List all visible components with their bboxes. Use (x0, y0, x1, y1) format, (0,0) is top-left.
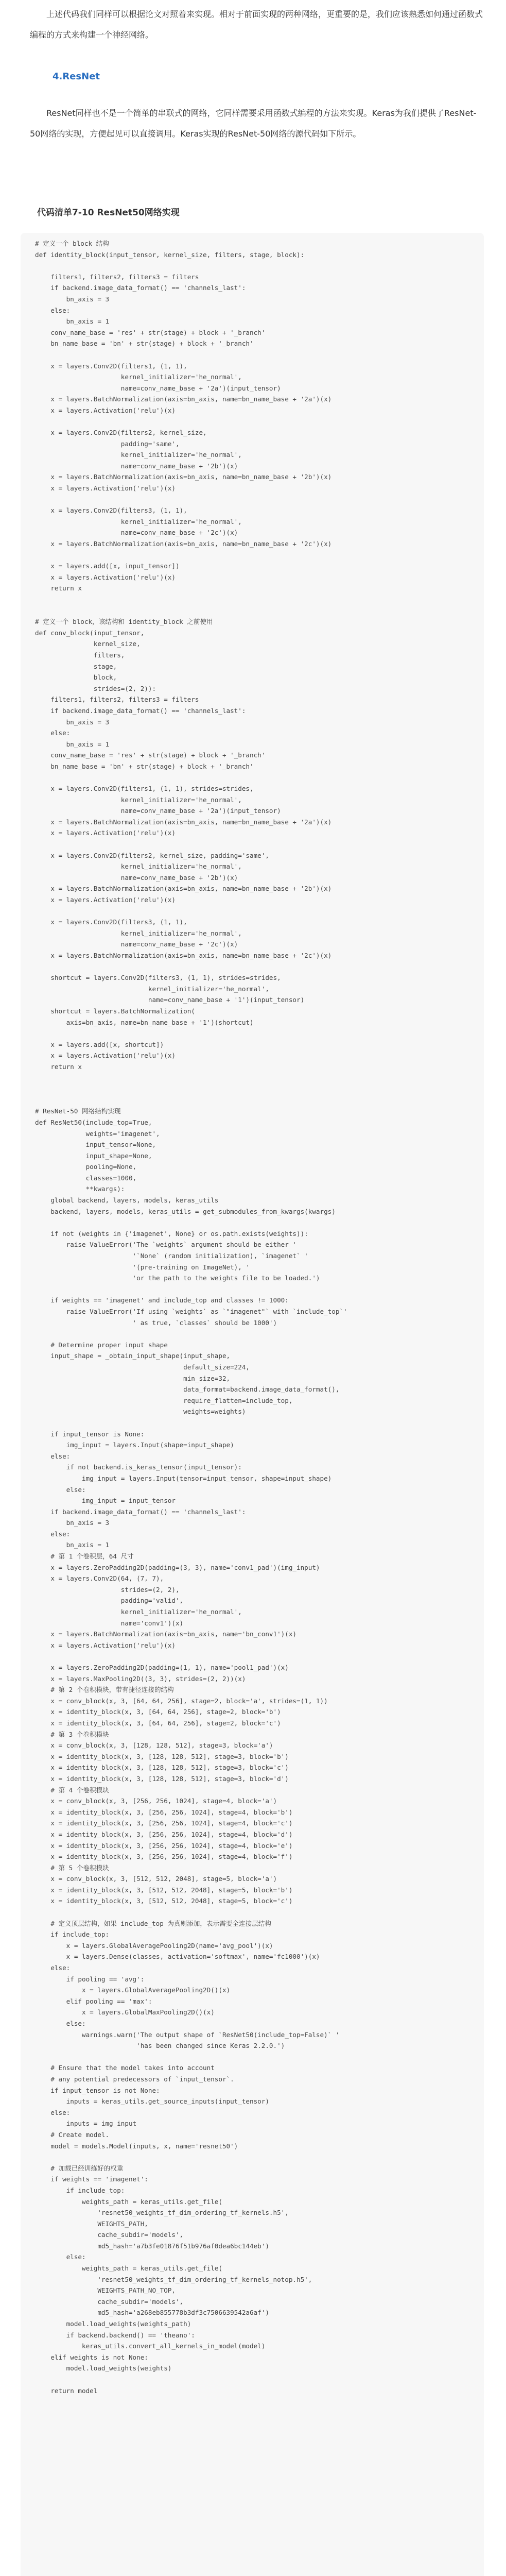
code-line: x = layers.Activation('relu')(x) (35, 484, 176, 493)
code-line: if weights == 'imagenet': (35, 2175, 148, 2183)
code-line: **kwargs): (35, 1185, 125, 1193)
code-line: data_format=backend.image_data_format(), (35, 1385, 340, 1394)
code-line: name=conv_name_base + '2a')(input_tensor) (35, 384, 281, 392)
code-line: # 加载已经训练好的权重 (35, 2164, 124, 2172)
code-line: def ResNet50(include_top=True, (35, 1118, 152, 1126)
code-line: # any potential predecessors of `input_tensor`. (35, 2075, 234, 2083)
code-line: def identity_block(input_tensor, kernel_size, filters, stage, block): (35, 250, 305, 259)
code-line: # 定义一个 block，该结构和 identity_block 之前使用 (35, 618, 213, 626)
code-line: x = layers.GlobalAveragePooling2D(name='avg_pool')(x) (35, 1941, 273, 1950)
code-line: x = layers.BatchNormalization(axis=bn_axis, name=bn_name_base + '2c')(x) (35, 540, 332, 548)
code-line: x = layers.Activation('relu')(x) (35, 573, 176, 581)
code-line: x = identity_block(x, 3, [512, 512, 2048], stage=5, block='c') (35, 1897, 293, 1905)
code-line: # 第 1 个卷积层，64 尺寸 (35, 1552, 134, 1561)
code-line: warnings.warn('The output shape of `ResNet50(include_top=False)` ' (35, 2030, 340, 2039)
code-line: x = conv_block(x, 3, [256, 256, 1024], stage=4, block='a') (35, 1797, 277, 1805)
code-line: cache_subdir='models', (35, 2297, 184, 2306)
code-line: bn_axis = 1 (35, 1541, 110, 1549)
code-line: x = layers.Activation('relu')(x) (35, 406, 176, 414)
code-line (35, 594, 484, 605)
code-line: kernel_initializer='he_normal', (35, 517, 242, 526)
code-line: kernel_initializer='he_normal', (35, 451, 242, 459)
code-line: kernel_initializer='he_normal', (35, 1608, 242, 1616)
code-line: kernel_initializer='he_normal', (35, 795, 242, 804)
code-line: # 第 2 个卷积模块，带有捷径连接的结构 (35, 1686, 174, 1694)
code-line: return model (35, 2386, 98, 2395)
code-line: x = layers.GlobalAveragePooling2D()(x) (35, 1986, 231, 1994)
code-line: x = conv_block(x, 3, [64, 64, 256], stage=2, block='a', strides=(1, 1)) (35, 1697, 328, 1705)
code-line: elif weights is not None: (35, 2353, 148, 2361)
code-line: WEIGHTS_PATH, (35, 2219, 148, 2228)
code-line: else: (35, 2020, 86, 2027)
code-line: name=conv_name_base + '2c')(x) (35, 940, 238, 948)
code-line (35, 839, 484, 850)
code-line: else: (35, 1485, 86, 1494)
code-line: weights=weights) (35, 1408, 246, 1416)
code-line: x = identity_block(x, 3, [256, 256, 1024], stage=4, block='d') (35, 1830, 293, 1838)
code-line (35, 416, 484, 428)
code-line: x = identity_block(x, 3, [512, 512, 2048], stage=5, block='b') (35, 1886, 293, 1894)
code-line: x = identity_block(x, 3, [256, 256, 1024], stage=4, block='e') (35, 1841, 293, 1850)
code-line: x = identity_block(x, 3, [256, 256, 1024], stage=4, block='f') (35, 1853, 293, 1861)
code-line (35, 1028, 484, 1039)
code-line: global backend, layers, models, keras_utils (35, 1196, 219, 1205)
code-line (35, 605, 484, 617)
code-line: # ResNet-50 网络结构实现 (35, 1107, 121, 1115)
code-line: x = identity_block(x, 3, [64, 64, 256], stage=2, block='c') (35, 1719, 281, 1727)
code-line: x = layers.BatchNormalization(axis=bn_axis, name=bn_name_base + '2c')(x) (35, 952, 332, 959)
code-line: x = identity_block(x, 3, [128, 128, 512], stage=3, block='c') (35, 1764, 289, 1772)
code-line (35, 550, 484, 561)
section-paragraph: ResNet同样也不是一个简单的串联式的网络，它同样需要采用函数式编程的方法来实现。Keras为我们提供了ResNet-50网络的实现，方便起见可以直接调用。Keras实现的ResNet-50网络的源代码如下所示。 (30, 108, 477, 139)
code-line: # 第 3 个卷积模块 (35, 1730, 109, 1738)
code-line: bn_axis = 3 (35, 718, 110, 726)
code-line: '`None` (random initialization), `imagenet` ' (35, 1252, 308, 1260)
code-line: x = layers.BatchNormalization(axis=bn_axis, name='bn_conv1')(x) (35, 1630, 296, 1638)
code-line: x = layers.Conv2D(filters2, kernel_size, (35, 429, 207, 437)
code-line: md5_hash='a268eb855778b3df3c7506639542a6af') (35, 2309, 269, 2317)
code-line: x = layers.MaxPooling2D((3, 3), strides=(2, 2))(x) (35, 1674, 246, 1683)
code-line: bn_axis = 3 (35, 1519, 110, 1527)
code-line: kernel_initializer='he_normal', (35, 373, 242, 381)
code-line: bn_axis = 1 (35, 740, 110, 748)
code-line: else: (35, 1964, 71, 1972)
code-line (35, 906, 484, 917)
code-line: # 第 5 个卷积模块 (35, 1863, 109, 1872)
intro-text (30, 4, 483, 45)
code-line: name=conv_name_base + '2c')(x) (35, 529, 238, 537)
code-line: if backend.image_data_format() == 'channels_last': (35, 706, 246, 715)
code-line (35, 1417, 484, 1429)
code-line: if pooling == 'avg': (35, 1975, 145, 1983)
code-line: default_size=224, (35, 1363, 250, 1371)
code-line: if backend.image_data_format() == 'channels_last': (35, 284, 246, 292)
code-line: else: (35, 2108, 71, 2116)
code-line (35, 349, 484, 361)
code-line: shortcut = layers.Conv2D(filters3, (1, 1), strides=strides, (35, 974, 281, 982)
code-line (35, 2374, 484, 2385)
code-line: padding='same', (35, 439, 180, 448)
code-line: 'resnet50_weights_tf_dim_ordering_tf_kernels_notop.h5', (35, 2275, 312, 2283)
code-line: input_shape=None, (35, 1151, 152, 1160)
code-line: x = identity_block(x, 3, [128, 128, 512], stage=3, block='d') (35, 1774, 289, 1783)
code-line: x = layers.Conv2D(64, (7, 7), (35, 1574, 164, 1583)
code-line: stage, (35, 662, 117, 670)
code-line: padding='valid', (35, 1597, 184, 1605)
code-line: kernel_initializer='he_normal', (35, 985, 269, 993)
code-line: else: (35, 306, 71, 314)
code-line (35, 1083, 484, 1095)
code-line: return x (35, 1062, 82, 1071)
code-line: classes=1000, (35, 1174, 137, 1182)
code-line (35, 772, 484, 784)
code-line: strides=(2, 2), (35, 1585, 180, 1594)
code-line: x = layers.Conv2D(filters1, (1, 1), strides=strides, (35, 785, 254, 793)
code-line: x = layers.add([x, shortcut]) (35, 1040, 164, 1048)
code-line: model = models.Model(inputs, x, name='resnet50') (35, 2142, 238, 2150)
code-line: if include_top: (35, 1930, 110, 1939)
code-line: x = layers.Activation('relu')(x) (35, 896, 176, 904)
code-line: if not (weights in {'imagenet', None} or os.path.exists(weights)): (35, 1229, 308, 1238)
code-line: bn_axis = 3 (35, 295, 110, 303)
code-line: img_input = input_tensor (35, 1497, 176, 1505)
code-line: x = layers.Conv2D(filters3, (1, 1), (35, 918, 187, 926)
code-line: inputs = img_input (35, 2120, 137, 2128)
code-line: ' as true, `classes` should be 1000') (35, 1318, 277, 1327)
code-line: weights_path = keras_utils.get_file( (35, 2197, 222, 2206)
code-line: # Determine proper input shape (35, 1341, 168, 1349)
code-line: 'or the path to the weights file to be loaded.') (35, 1274, 320, 1282)
code-line: img_input = layers.Input(shape=input_shape) (35, 1441, 234, 1449)
code-line: return x (35, 584, 82, 592)
code-line: if not backend.is_keras_tensor(input_tensor): (35, 1463, 242, 1471)
code-line: # 定义一个 block 结构 (35, 240, 109, 247)
intro-paragraph: 上述代码我们同样可以根据论文对照着来实现。相对于前面实现的两种网络，更重要的是，我们应该熟悉如何通过函数式编程的方式来构建一个神经网络。 (30, 9, 483, 40)
code-line (35, 1907, 484, 1918)
code-line: weights_path = keras_utils.get_file( (35, 2264, 222, 2273)
code-line: filters1, filters2, filters3 = filters (35, 273, 199, 281)
code-line: x = conv_block(x, 3, [512, 512, 2048], stage=5, block='a') (35, 1875, 277, 1883)
code-line: x = identity_block(x, 3, [64, 64, 256], stage=2, block='b') (35, 1708, 281, 1716)
code-line: 'resnet50_weights_tf_dim_ordering_tf_kernels.h5', (35, 2209, 289, 2217)
code-line (35, 1284, 484, 1295)
code-line: keras_utils.convert_all_kernels_in_model(model) (35, 2342, 266, 2350)
code-line: x = layers.ZeroPadding2D(padding=(1, 1), name='pool1_pad')(x) (35, 1664, 289, 1671)
code-line: x = conv_block(x, 3, [128, 128, 512], stage=3, block='a') (35, 1741, 273, 1750)
code-line: raise ValueError('If using `weights` as `"imagenet"` with `include_top`' (35, 1308, 347, 1315)
code-line: if input_tensor is None: (35, 1430, 145, 1438)
code-line: WEIGHTS_PATH_NO_TOP, (35, 2286, 176, 2295)
code-line: bn_axis = 1 (35, 317, 110, 326)
code-line: bn_name_base = 'bn' + str(stage) + block + '_branch' (35, 762, 254, 770)
code-line: if backend.backend() == 'theano': (35, 2331, 195, 2339)
code-line: if include_top: (35, 2186, 125, 2194)
code-line: cache_subdir='models', (35, 2231, 184, 2239)
code-line: strides=(2, 2)): (35, 684, 156, 692)
code-line: name=conv_name_base + '2b')(x) (35, 873, 238, 882)
code-line: # Ensure that the model takes into account (35, 2064, 215, 2072)
code-line: if weights == 'imagenet' and include_top and classes != 1000: (35, 1296, 289, 1304)
code-line (35, 1651, 484, 1662)
code-line: axis=bn_axis, name=bn_name_base + '1')(shortcut) (35, 1018, 254, 1026)
code-line (35, 1073, 484, 1084)
code-line (35, 494, 484, 505)
code-line: raise ValueError('The `weights` argument should be either ' (35, 1241, 296, 1249)
code-line: 'has been changed since Keras 2.2.0.') (35, 2042, 285, 2050)
code-line: x = identity_block(x, 3, [256, 256, 1024], stage=4, block='b') (35, 1808, 293, 1816)
code-line: # 定义顶层结构，如果 include_top 为真则添加，表示需要全连接层结构 (35, 1919, 271, 1927)
code-line (35, 2052, 484, 2063)
code-line (35, 1217, 484, 1228)
code-line: conv_name_base = 'res' + str(stage) + block + '_branch' (35, 751, 266, 759)
code-line: img_input = layers.Input(tensor=input_tensor, shape=input_shape) (35, 1474, 332, 1482)
code-block (21, 233, 484, 2576)
code-line: backend, layers, models, keras_utils = get_submodules_from_kwargs(kwargs) (35, 1207, 336, 1215)
code-line: x = layers.BatchNormalization(axis=bn_axis, name=bn_name_base + '2b')(x) (35, 885, 332, 893)
code-line: name=conv_name_base + '2a')(input_tensor) (35, 807, 281, 815)
code-line: else: (35, 729, 71, 737)
code-line: x = identity_block(x, 3, [128, 128, 512], stage=3, block='b') (35, 1752, 289, 1760)
code-line: x = layers.Conv2D(filters1, (1, 1), (35, 362, 187, 370)
code-line: block, (35, 673, 117, 682)
code-line: filters, (35, 651, 125, 659)
code-line: model.load_weights(weights) (35, 2364, 172, 2372)
code-line: kernel_size, (35, 640, 141, 648)
code-line: else: (35, 2253, 86, 2261)
code-line: name=conv_name_base + '1')(input_tensor) (35, 996, 305, 1004)
code-line: filters1, filters2, filters3 = filters (35, 696, 199, 704)
code-line: if input_tensor is not None: (35, 2086, 160, 2094)
code-line: bn_name_base = 'bn' + str(stage) + block + '_branch' (35, 340, 254, 348)
code-line: x = layers.Activation('relu')(x) (35, 1641, 176, 1649)
code-line (35, 961, 484, 973)
code-line: else: (35, 1530, 71, 1538)
section-title: 4.ResNet (53, 71, 100, 82)
code-line: kernel_initializer='he_normal', (35, 929, 242, 937)
code-line: input_shape = _obtain_input_shape(input_shape, (35, 1352, 231, 1360)
code-line: model.load_weights(weights_path) (35, 2320, 191, 2328)
code-line: x = layers.Activation('relu')(x) (35, 1052, 176, 1060)
code-line: inputs = keras_utils.get_source_inputs(input_tensor) (35, 2097, 269, 2106)
code-line: x = identity_block(x, 3, [256, 256, 1024], stage=4, block='c') (35, 1819, 293, 1827)
code-line: else: (35, 1452, 71, 1460)
code-line: x = layers.Dense(classes, activation='softmax', name='fc1000')(x) (35, 1953, 320, 1961)
code-line: x = layers.BatchNormalization(axis=bn_axis, name=bn_name_base + '2a')(x) (35, 818, 332, 826)
code-line: weights='imagenet', (35, 1129, 160, 1138)
code-line: x = layers.BatchNormalization(axis=bn_axis, name=bn_name_base + '2b')(x) (35, 473, 332, 481)
code-line: elif pooling == 'max': (35, 1997, 152, 2005)
code-line: name=conv_name_base + '2b')(x) (35, 462, 238, 470)
code-line: conv_name_base = 'res' + str(stage) + block + '_branch' (35, 328, 266, 336)
code-line: pooling=None, (35, 1163, 137, 1171)
code-line: # 第 4 个卷积模块 (35, 1786, 109, 1794)
code-line: x = layers.BatchNormalization(axis=bn_axis, name=bn_name_base + '2a')(x) (35, 395, 332, 403)
listing-title: 代码清单7-10 ResNet50网络实现 (37, 208, 180, 218)
code-line: # Create model. (35, 2130, 110, 2139)
code-line: md5_hash='a7b3fe01876f51b976af0dea6bc144eb') (35, 2242, 269, 2250)
code-line (35, 1095, 484, 1106)
code-line: kernel_initializer='he_normal', (35, 862, 242, 871)
code-line: name='conv1')(x) (35, 1619, 184, 1627)
code-line (35, 260, 484, 272)
code-line: min_size=32, (35, 1374, 231, 1382)
code-line: x = layers.ZeroPadding2D(padding=(3, 3), name='conv1_pad')(img_input) (35, 1563, 320, 1571)
code-line (35, 2151, 484, 2163)
code-line: shortcut = layers.BatchNormalization( (35, 1007, 195, 1015)
code-line: x = layers.Conv2D(filters3, (1, 1), (35, 506, 187, 515)
code-line: x = layers.add([x, input_tensor]) (35, 562, 180, 570)
code-line: '(pre-training on ImageNet), ' (35, 1263, 250, 1271)
code-line: require_flatten=include_top, (35, 1396, 293, 1404)
code-line: input_tensor=None, (35, 1141, 156, 1149)
code-line: if backend.image_data_format() == 'channels_last': (35, 1507, 246, 1516)
code-line: def conv_block(input_tensor, (35, 629, 145, 637)
code-line: x = layers.Conv2D(filters2, kernel_size, padding='same', (35, 851, 269, 859)
code-line: x = layers.Activation('relu')(x) (35, 829, 176, 837)
code-line (35, 1328, 484, 1340)
code-line: x = layers.GlobalMaxPooling2D()(x) (35, 2008, 215, 2016)
